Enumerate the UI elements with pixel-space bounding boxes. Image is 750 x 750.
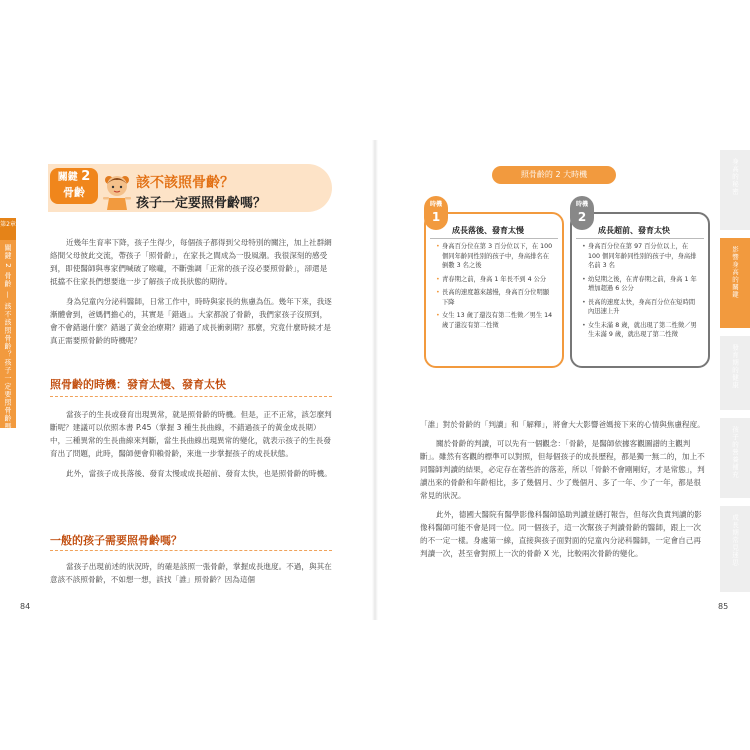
list-item: • 幼兒期之後，在青春期之前，身高 1 年增加超過 6 公分 bbox=[582, 275, 700, 294]
side-tab[interactable]: 發育期的健康 bbox=[720, 336, 750, 410]
timing-number: 1 bbox=[431, 210, 441, 224]
right-body-text bbox=[420, 418, 706, 560]
chapter-tab-text: 關鍵 2 骨齡 — 該不該照骨齡？孩子一定要照骨齡嗎？ bbox=[4, 244, 12, 439]
timing-box-title: 成長落後、發育太慢 bbox=[452, 226, 524, 235]
section-divider bbox=[50, 550, 332, 551]
paragraph: 此外，當孩子成長落後、發育太慢或成長超前、發育太快，也是照骨齡的時機。 bbox=[66, 469, 332, 478]
book-gutter bbox=[372, 140, 378, 620]
girl-illustration bbox=[100, 170, 134, 212]
side-tab[interactable]: 成長期常見迷思 bbox=[720, 506, 750, 592]
list-item: • 長高的速度太快，身高百分位在短時間內迅速上升 bbox=[582, 298, 700, 317]
chapter-number: 第2章 bbox=[0, 218, 16, 240]
list-item: • 長高的速度越來越慢，身高百分位明顯下降 bbox=[436, 288, 554, 307]
key-topic: 骨齡 bbox=[63, 186, 85, 199]
timing-pill-title: 照骨齡的 2 大時機 bbox=[492, 166, 616, 184]
timing-label: 時機 bbox=[429, 201, 442, 208]
list-item: • 女生未滿 8 歲，就出現了第二性徵／男生未滿 9 歲，就出現了第二性徵 bbox=[582, 321, 700, 340]
list-item: • 青春期之前，身高 1 年長不到 4 公分 bbox=[436, 275, 554, 285]
paragraph: 身為兒童內分泌科醫師，日常工作中，時時與家長的焦慮為伍。幾年下來，我逐漸體會到，爸媽們擔心的，其實是「錯過」。大家都說了骨齡，我們家孩子沒照到，會不會錯過什麼？錯過了黃金治療期？錯過了成長衝刺期？那麼，究竟什麼時候才是真正需要照骨齡的時機呢？ bbox=[50, 297, 332, 345]
timing-badge-1 bbox=[424, 196, 448, 230]
key-number: 2 bbox=[81, 169, 91, 184]
list-item: • 女生 13 歲了還沒有第二性徵／男生 14 歲了還沒有第二性徵 bbox=[436, 311, 554, 330]
timing-number: 2 bbox=[577, 210, 587, 224]
section-text bbox=[50, 560, 332, 586]
section-divider bbox=[50, 396, 332, 397]
section-title: 照骨齡的時機：發育太慢、發育太快 bbox=[50, 378, 226, 391]
paragraph: 近幾年生育率下降，孩子生得少，每個孩子都得到父母特別的關注，加上社群網絡間父母彼此交流，帶孩子「照骨齡」，在家長之間成為一股風潮。我很深刻的感受到，即使醫師與專家們喊破了喉嚨，不斷強調「正常的孩子沒必要照骨齡」，卻還是抵擋不住家長們想要進一步了解孩子成長狀態的期待。 bbox=[50, 238, 332, 286]
timing-badge-2 bbox=[570, 196, 594, 230]
heading-question-1: 該不該照骨齡？ bbox=[136, 175, 234, 191]
key-label: 關鍵 bbox=[57, 172, 78, 183]
timing-box-title: 成長超前、發育太快 bbox=[598, 226, 670, 235]
paragraph: 關於骨齡的判讀，可以先有一個觀念：「骨齡，是醫師依據客觀圖譜的主觀判斷」。雖然有客觀的標準可以對照，但每個孩子的成長歷程，都是獨一無二的，加上不同醫師判讀的結果，必定存在著些許的落差，所以「骨齡不會剛剛好，才是常態」，判讀出來的骨齡和年齡相比，多了幾個月、少了幾個月、多了一年、少了一年，都是很常見的狀況。 bbox=[420, 439, 705, 500]
paragraph: 當孩子出現前述的狀況時，的確是該照一張骨齡，掌握成長進度。不過，與其在意該不該照骨齡，不如想一想，該找「誰」照骨齡？因為這個 bbox=[50, 562, 332, 584]
paragraph: 「誰」對於骨齡的「判讀」和「解釋」，將會大大影響爸媽接下來的心情與焦慮程度。 bbox=[420, 420, 705, 429]
paragraph: 此外，德國大醫院有醫學影像科醫師協助判讀並繕打報告，但每次負責判讀的影像科醫師可能不會是同一位。同一個孩子，這一次幫孩子判讀骨齡的醫師，跟上一次的不一定一樣。身處第一線，直接與孩子面對面的兒童內分泌科醫師，一定會自己再判讀一次，甚至會對照上一次的骨齡 X 光，比較兩次骨齡的變化。 bbox=[420, 510, 702, 558]
timing-list-1 bbox=[436, 242, 554, 334]
paragraph: 當孩子的生長或發育出現異常，就是照骨齡的時機。但是，正不正常，該怎麼判斷呢？建議可以依照本書 P.45（掌握 3 種生長曲線，不錯過孩子的黃金成長期）中，三種異常的生長曲線來判斷，當生長曲線出現異常的變化，就表示孩子的生長發育出了問題，此時，醫師便會仰賴骨齡，來進一步掌握孩子的成長狀態。 bbox=[50, 410, 332, 458]
timing-label: 時機 bbox=[575, 201, 588, 208]
timing-list-2 bbox=[582, 242, 700, 344]
chapter-tab[interactable] bbox=[0, 218, 16, 439]
timing-box-rule bbox=[430, 238, 558, 239]
intro-text bbox=[50, 236, 332, 347]
page-number: 84 bbox=[20, 602, 31, 611]
page-number: 85 bbox=[718, 602, 729, 611]
section-text bbox=[50, 408, 332, 480]
timing-box-rule bbox=[576, 238, 704, 239]
key-badge bbox=[50, 168, 98, 204]
side-tab-active[interactable]: 影響身高的關鍵 bbox=[720, 238, 750, 328]
side-tab[interactable]: 身高的秘密 bbox=[720, 150, 750, 230]
list-item: • 身高百分位在第 3 百分位以下，在 100 個同年齡同性別的孩子中，身高排名在倒數 3 名之後 bbox=[436, 242, 554, 271]
heading-question-2: 孩子一定要照骨齡嗎？ bbox=[136, 196, 267, 211]
list-item: • 身高百分位在第 97 百分位以上，在 100 個同年齡同性別的孩子中，身高排名前 3 名 bbox=[582, 242, 700, 271]
side-tab[interactable]: 孩子的營養補充 bbox=[720, 418, 750, 498]
section-title: 一般的孩子需要照骨齡嗎？ bbox=[50, 534, 182, 547]
